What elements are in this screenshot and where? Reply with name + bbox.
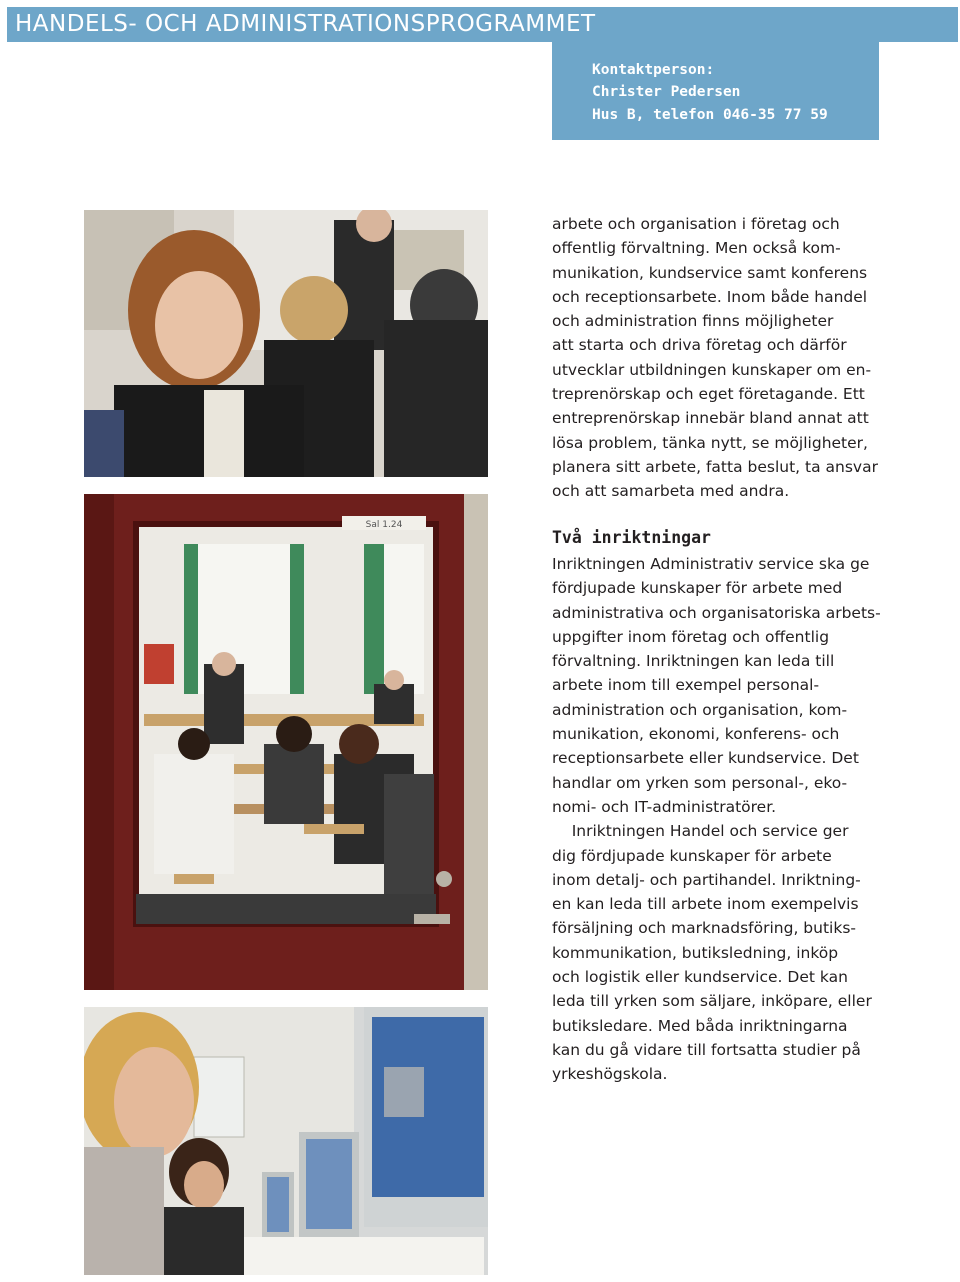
body-line: leda till yrken som säljare, inköpare, eller (552, 992, 872, 1011)
door-sign: Sal 1.24 (365, 520, 403, 530)
body-line: receptionsarbete eller kundservice. Det (552, 749, 859, 768)
body-line: munikation, ekonomi, konferens- och (552, 725, 840, 744)
body-line: nomi- och IT-administratörer. (552, 797, 777, 816)
section-heading: Två inriktningar (552, 528, 711, 547)
contact-box (552, 42, 879, 140)
photo-students-classroom (84, 210, 488, 477)
body-line: Inriktningen Administrativ service ska ge (552, 555, 870, 573)
body-line: yrkeshögskola. (552, 1065, 668, 1084)
body-line: försäljning och marknadsföring, butiks- (552, 919, 856, 938)
body-line: och logistik eller kundservice. Det kan (552, 968, 848, 987)
intro-line: planera sitt arbete, fatta beslut, ta ansvar (552, 457, 878, 476)
body-line: förvaltning. Inriktningen kan leda till (552, 652, 835, 671)
intro-line: att starta och driva företag och därför (552, 336, 847, 355)
intro-line: och receptionsarbete. Inom både handel (552, 287, 868, 306)
intro-line: arbete och organisation i företag och (552, 215, 840, 233)
contact-location: Hus B, telefon 046-35 77 59 (592, 107, 828, 123)
body-line: inom detalj- och partihandel. Inriktning- (552, 870, 861, 889)
body-line: administration och organisation, kom- (552, 700, 848, 719)
intro-line: utvecklar utbildningen kunskaper om en- (552, 360, 872, 379)
intro-line: och att samarbeta med andra. (552, 482, 790, 501)
body-line: administrativa och organisatoriska arbets- (552, 603, 881, 622)
intro-line: treprenörskap och eget företagande. Ett (552, 385, 865, 404)
body-line: Inriktningen Handel och service ger (552, 822, 849, 841)
body-line: arbete inom till exempel personal- (552, 676, 820, 695)
body-line: kommunikation, butiksledning, inköp (552, 943, 839, 962)
photo-students-computers (84, 1007, 488, 1275)
intro-line: och administration finns möjligheter (552, 312, 834, 331)
body-line: dig fördjupade kunskaper för arbete (552, 846, 832, 865)
intro-line: offentlig förvaltning. Men också kom- (552, 239, 841, 258)
contact-label: Kontaktperson: (592, 62, 715, 78)
body-line: kan du gå vidare till fortsatta studier på (552, 1040, 861, 1059)
body-line: fördjupade kunskaper för arbete med (552, 579, 843, 598)
body-line: butiksledare. Med båda inriktningarna (552, 1016, 848, 1035)
intro-line: lösa problem, tänka nytt, se möjligheter, (552, 433, 868, 452)
intro-paragraph (552, 212, 882, 504)
photo-classroom-door (84, 494, 488, 990)
section-body (552, 552, 882, 1087)
header-bar (7, 7, 958, 42)
body-line: en kan leda till arbete inom exempelvis (552, 895, 859, 914)
page-title: HANDELS- OCH ADMINISTRATIONSPROGRAMMET (15, 11, 596, 37)
body-line: handlar om yrken som personal-, eko- (552, 773, 848, 792)
contact-name: Christer Pedersen (592, 84, 741, 100)
intro-line: munikation, kundservice samt konferens (552, 263, 868, 282)
intro-line: entreprenörskap innebär bland annat att (552, 409, 869, 428)
body-line: uppgifter inom företag och offentlig (552, 627, 830, 646)
